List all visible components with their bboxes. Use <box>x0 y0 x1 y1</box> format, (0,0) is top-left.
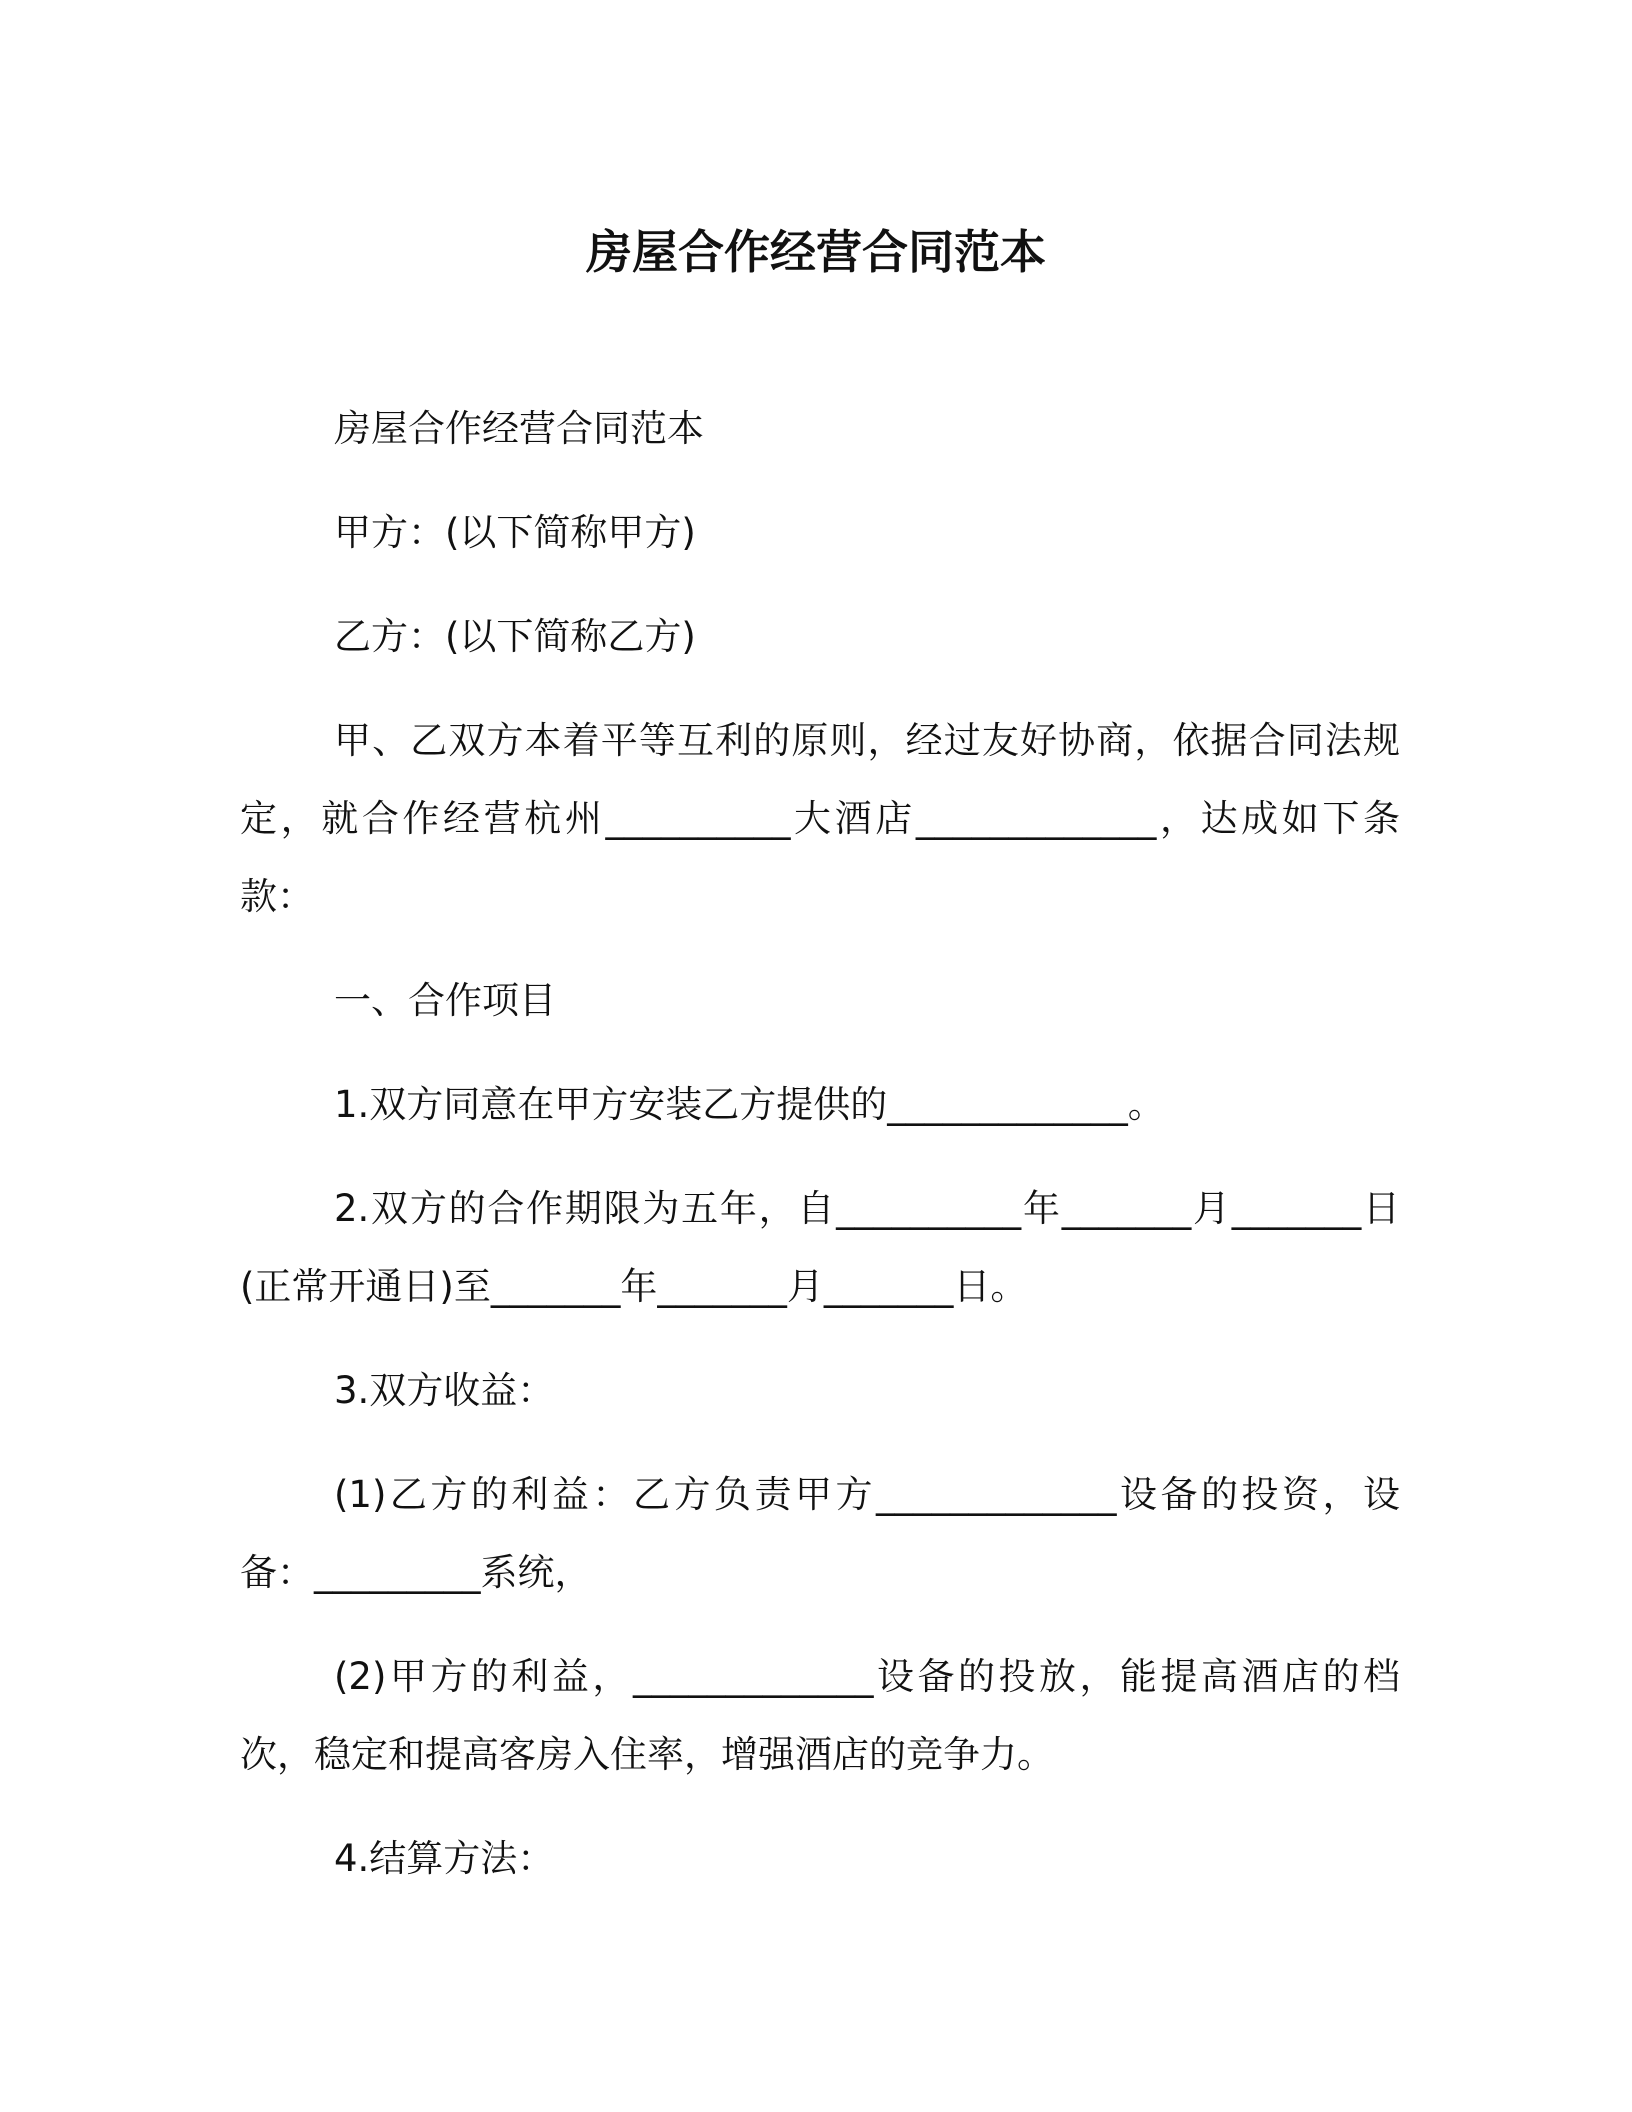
clause-3-2: (2)甲方的利益，_____________设备的投放，能提高酒店的档次，稳定和提高客房入住率，增强酒店的竞争力。 <box>240 1655 1400 1776</box>
paragraph-preamble: 甲、乙双方本着平等互利的原则，经过友好协商，依据合同法规定，就合作经营杭州__________大酒店_____________，达成如下条款： <box>240 719 1400 918</box>
clause-3: 3.双方收益： <box>334 1369 555 1412</box>
paragraph-party-b: 乙方：(以下简称乙方) <box>334 615 696 658</box>
paragraph-subtitle: 房屋合作经营合同范本 <box>334 407 704 450</box>
section-heading-cooperation: 一、合作项目 <box>334 979 556 1022</box>
clause-3-1: (1)乙方的利益：乙方负责甲方_____________设备的投资，设备：_________系统， <box>240 1473 1400 1594</box>
paragraph-party-a: 甲方：(以下简称甲方) <box>334 511 696 554</box>
clause-1: 1.双方同意在甲方安装乙方提供的_____________。 <box>334 1083 1165 1126</box>
clause-4: 4.结算方法： <box>334 1837 555 1880</box>
document-title: 房屋合作经营合同范本 <box>586 225 1046 279</box>
clause-2: 2.双方的合作期限为五年，自__________年_______月_______日(正常开通日)至_______年_______月_______日。 <box>240 1187 1400 1308</box>
document-body <box>240 390 1400 1924</box>
